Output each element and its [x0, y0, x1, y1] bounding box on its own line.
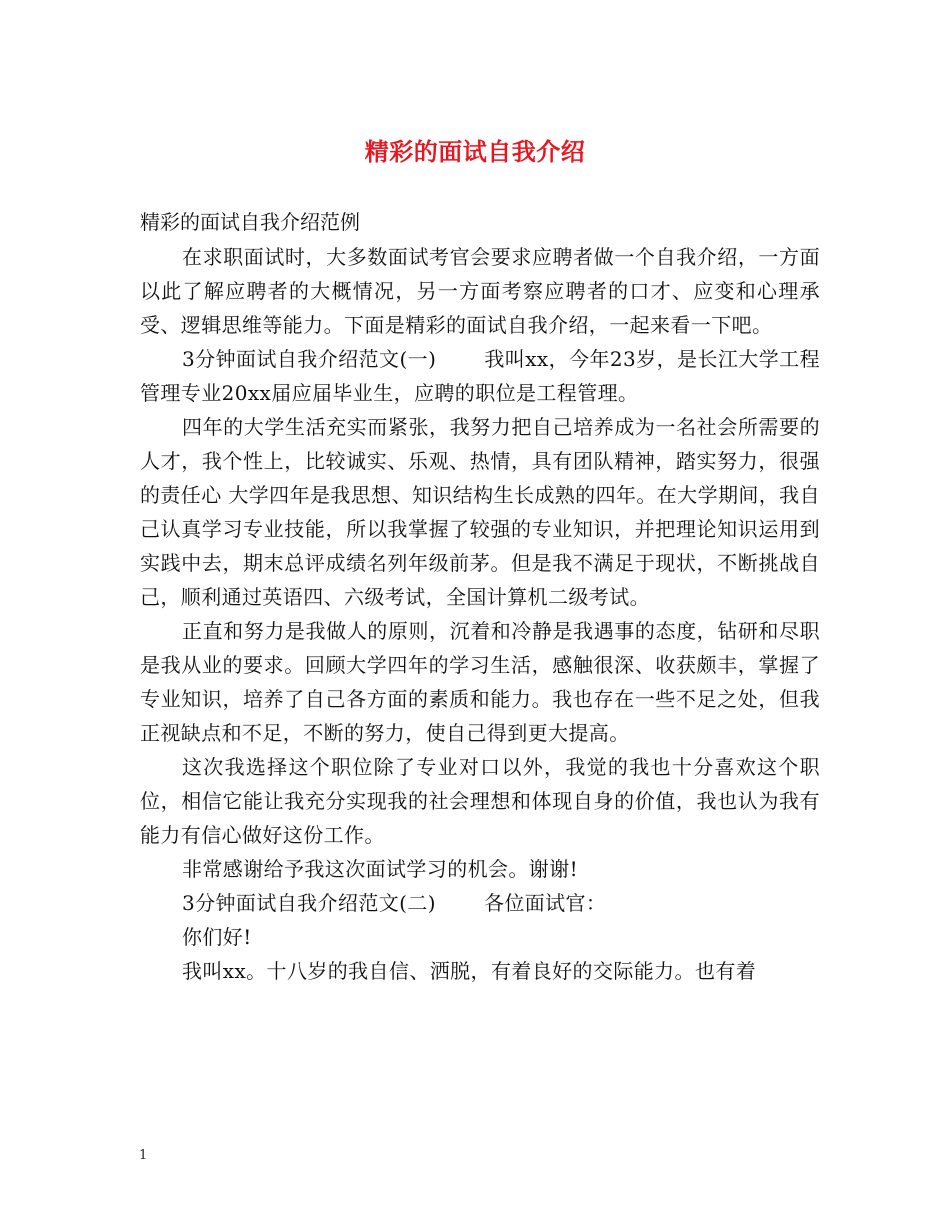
paragraph-principles: 正直和努力是我做人的原则，沉着和冷静是我遇事的态度，钻研和尽职是我从业的要求。回顾大学四年的学习生活，感触很深、收获颇丰，掌握了专业知识，培养了自己各方面的素质和能力。我也存在一些不足之处，但我正视缺点和不足，不断的努力，使自己得到更大提高。: [140, 619, 820, 745]
paragraph-thanks: 非常感谢给予我这次面试学习的机会。谢谢!: [182, 857, 579, 881]
paragraph-college-life: 四年的大学生活充实而紧张，我努力把自己培养成为一名社会所需要的人才，我个性上，比较诚实、乐观、热情，具有团队精神，踏实努力，很强的责任心 大学四年是我思想、知识结构生长成熟的四年。在大学期间，我自己认真学习专业技能，所以我掌握了较强的专业知识，并把理论知识运用到实践中去，期末总评成绩名列年级前茅。但是我不满足于现状，不断挑战自己，顺利通过英语四、六级考试，全国计算机二级考试。: [140, 415, 820, 609]
paragraph-self-intro: 我叫xx。十八岁的我自信、洒脱，有着良好的交际能力。也有着: [182, 959, 757, 983]
sample-one-heading: 3分钟面试自我介绍范文(一): [182, 347, 437, 371]
sample-two-text: 各位面试官：: [483, 891, 607, 915]
paragraph-position: 这次我选择这个职位除了专业对口以外，我觉的我也十分喜欢这个职位，相信它能让我充分实现我的社会理想和体现自身的价值，我也认为我有能力有信心做好这份工作。: [140, 755, 820, 847]
page-number: 1: [139, 1148, 148, 1163]
paragraph-greeting: 你们好!: [182, 925, 252, 949]
paragraph-sample-one: [140, 342, 820, 410]
document-subtitle: 精彩的面试自我介绍范例: [140, 210, 360, 234]
sample-two-heading: 3分钟面试自我介绍范文(二): [182, 891, 436, 915]
document-body: [140, 240, 820, 988]
paragraph-intro: 在求职面试时，大多数面试考官会要求应聘者做一个自我介绍，一方面以此了解应聘者的大概情况，另一方面考察应聘者的口才、应变和心理承受、逻辑思维等能力。下面是精彩的面试自我介绍，一起来看一下吧。: [140, 245, 820, 337]
paragraph-sample-two: [140, 886, 820, 920]
sample-one-text: 我叫xx，今年23岁，是长江大学工程管理专业20xx届应届毕业生，应聘的职位是工程管理。: [140, 347, 820, 405]
document-title: 精彩的面试自我介绍: [364, 137, 586, 166]
